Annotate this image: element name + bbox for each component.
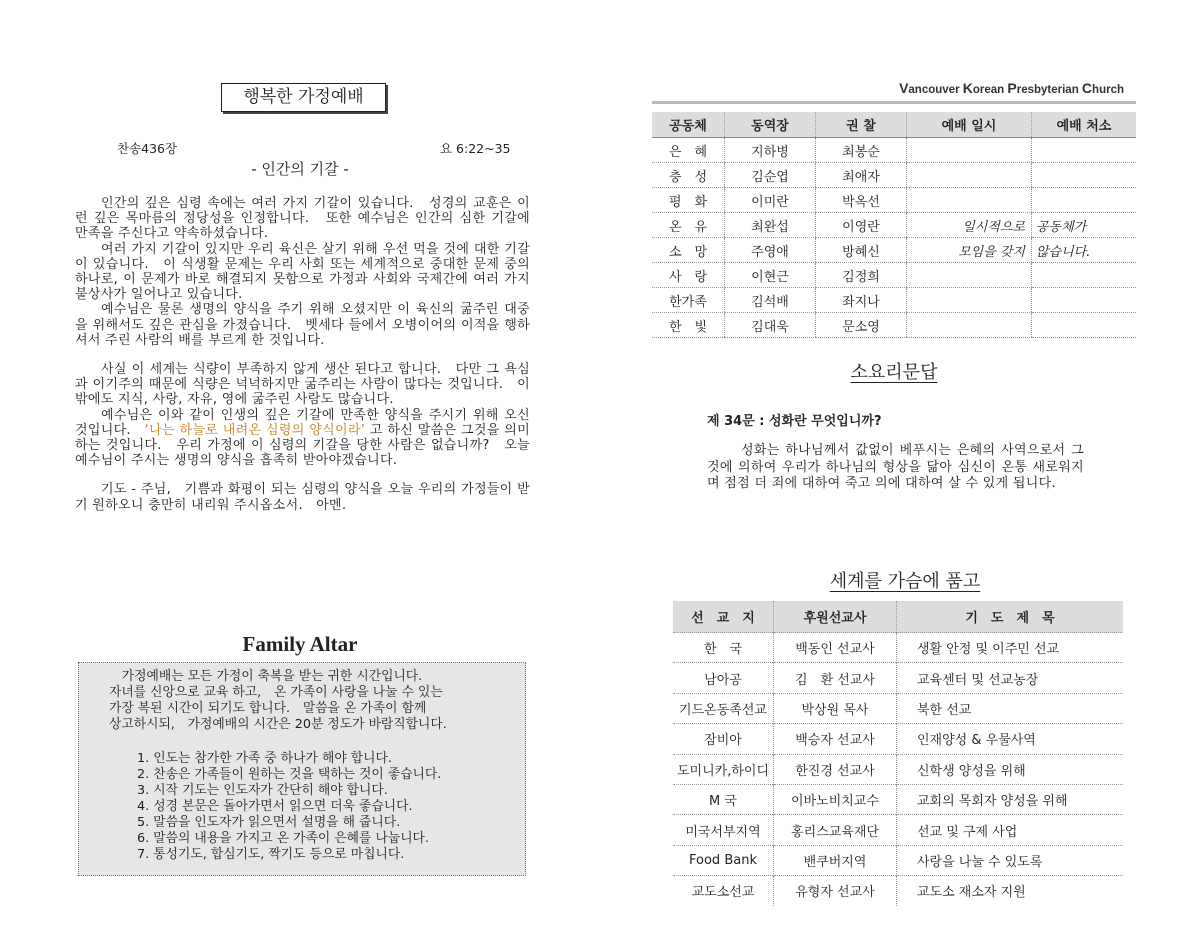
guideline-item: 5. 말씀을 인도자가 읽으면서 설명을 해 줍니다. — [137, 815, 401, 830]
table-cell: 최애자 — [816, 163, 907, 188]
intro-line: 가장 복된 시간이 되기도 합니다. 말씀을 온 가족이 함께 — [109, 701, 427, 716]
table-cell: 백동인 선교사 — [774, 633, 897, 663]
table-cell — [1032, 138, 1137, 163]
table-cell: 밴쿠버지역 — [774, 845, 897, 875]
table-row — [673, 633, 1123, 663]
guideline-item: 1. 인도는 참가한 가족 중 하나가 해야 합니다. — [137, 751, 392, 766]
table-header-row — [673, 601, 1123, 633]
table-cell: 교도소선교 — [673, 876, 774, 906]
table-row — [652, 288, 1136, 313]
intro-line: 가정예배는 모든 가정이 축복을 받는 귀한 시간입니다. — [109, 669, 423, 684]
table-row — [652, 263, 1136, 288]
guideline-item: 2. 찬송은 가족들이 원하는 것을 택하는 것이 좋습니다. — [137, 767, 442, 782]
column-header: 예배 일시 — [907, 112, 1032, 138]
table-cell: 주영애 — [725, 238, 816, 263]
church-name-part: C — [1081, 80, 1093, 96]
table-cell: 사 랑 — [652, 263, 725, 288]
table-cell: 문소영 — [816, 313, 907, 338]
schedule-note: 모임을 갖지 — [907, 238, 1032, 263]
catechism-question: 제 34문 : 성화란 무엇입니까? — [707, 414, 882, 429]
table-cell: 북한 선교 — [897, 693, 1124, 723]
family-altar-title: Family Altar — [242, 632, 358, 656]
table-cell: 이바노비치교수 — [774, 784, 897, 814]
sermon-paragraph: 인간의 깊은 심령 속에는 여러 가지 기갈이 있습니다. 성경의 교훈은 이런 깊은 목마름의 정당성을 인정합니다. 또한 예수님은 인간의 심한 기갈에 만족을 주신다고 약속하셨습니다. — [75, 196, 530, 242]
scripture-reference: 요 6:22~35 — [440, 141, 511, 156]
table-row — [652, 313, 1136, 338]
family-altar-box — [78, 662, 526, 876]
catechism-answer — [707, 443, 1084, 493]
missions-table — [673, 601, 1123, 906]
table-cell: 백승자 선교사 — [774, 724, 897, 754]
table-cell: 사랑을 나눌 수 있도록 — [897, 845, 1124, 875]
table-row — [652, 213, 1136, 238]
table-cell: 김정희 — [816, 263, 907, 288]
table-cell: 한 빛 — [652, 313, 725, 338]
family-altar-guidelines — [137, 751, 441, 863]
devotion-title: 행복한 가정예배 — [221, 83, 386, 112]
closing-prayer: 기도 - 주님, 기쁨과 화평이 되는 심령의 양식을 오늘 우리의 가정들이 받기 원하오니 충만히 내리워 주시옵소서. 아멘. — [75, 482, 530, 513]
text-span: 성화는 하나님께서 값없이 베푸시는 은혜의 사역으로서 그것에 의하여 우리가 하나님의 형상을 닮아 심신이 온통 새로워지며 점점 더 죄에 대하여 죽고 의에 대하여 살 수 있게 됩니다. — [707, 443, 1084, 491]
table-cell: M 국 — [673, 784, 774, 814]
table-row — [673, 815, 1123, 845]
table-cell: 한 국 — [673, 633, 774, 663]
table-cell: 온 유 — [652, 213, 725, 238]
scripture-quote: ‘나는 하늘로 내려온 심령의 양식이라’ — [144, 422, 366, 438]
family-altar-intro — [109, 669, 504, 733]
table-cell: 이현근 — [725, 263, 816, 288]
column-header: 예배 처소 — [1032, 112, 1137, 138]
table-cell — [1032, 163, 1137, 188]
table-row — [673, 876, 1123, 906]
schedule-note: 일시적으로 — [907, 213, 1032, 238]
church-name — [899, 80, 1124, 96]
sermon-paragraph: 여러 가지 기갈이 있지만 우리 육신은 살기 위해 우선 먹을 것에 대한 기갈이 있습니다. 이 식생활 문제는 우리 사회 또는 세계적으로 중대한 문제 중의 하나로, 이 문제가 바로 해결되지 못함으로 가정과 사회와 국제간에 여러 가지 불상사가 일어나고 있습니다. — [75, 241, 530, 303]
table-cell — [1032, 288, 1137, 313]
table-cell: 방혜신 — [816, 238, 907, 263]
table-cell: 박옥선 — [816, 188, 907, 213]
table-cell: 교회의 목회자 양성을 위해 — [897, 784, 1124, 814]
table-cell — [907, 263, 1032, 288]
intro-line: 자녀를 신앙으로 교육 하고, 온 가족이 사랑을 나눌 수 있는 — [109, 685, 443, 700]
table-row — [673, 784, 1123, 814]
table-cell — [907, 163, 1032, 188]
guideline-item: 6. 말씀의 내용을 가지고 온 가족이 은혜를 나눕니다. — [137, 831, 429, 846]
table-cell — [1032, 313, 1137, 338]
church-name-part: hurch — [1092, 84, 1124, 96]
table-cell — [1032, 263, 1137, 288]
sermon-paragraph — [75, 408, 530, 469]
table-row — [652, 163, 1136, 188]
table-cell: 교도소 재소자 지원 — [897, 876, 1124, 906]
table-row — [652, 138, 1136, 163]
header-divider — [652, 101, 1136, 104]
sermon-text-part: 예수님은 이와 같이 인생의 깊은 기갈에 만족한 양식을 주시기 위해 오신 것입니다. — [75, 407, 530, 438]
table-cell: 기드온동족선교 — [673, 693, 774, 723]
table-cell: 최완섭 — [725, 213, 816, 238]
table-cell: 충 성 — [652, 163, 725, 188]
sermon-subtitle: - 인간의 기갈 - — [251, 160, 349, 178]
sermon-text — [75, 196, 530, 513]
table-cell: 한가족 — [652, 288, 725, 313]
church-name-part: P — [1007, 80, 1017, 96]
table-cell — [907, 138, 1032, 163]
table-row — [673, 845, 1123, 875]
table-cell: 좌지나 — [816, 288, 907, 313]
community-table — [652, 112, 1136, 338]
table-row — [652, 238, 1136, 263]
table-cell — [907, 313, 1032, 338]
table-cell: 인재양성 & 우물사역 — [897, 724, 1124, 754]
table-cell: 김순엽 — [725, 163, 816, 188]
table-row — [673, 724, 1123, 754]
sermon-paragraph: 예수님은 물론 생명의 양식을 주기 위해 오셨지만 이 육신의 굶주린 대중을 위해서도 깊은 관심을 가졌습니다. 벳세다 들에서 오병이어의 이적을 행하셔서 주린 사람의 배를 부르게 한 것입니다. — [75, 302, 530, 348]
table-row — [673, 693, 1123, 723]
table-cell: 박상원 목사 — [774, 693, 897, 723]
table-cell: 잠비아 — [673, 724, 774, 754]
schedule-note: 않습니다. — [1032, 238, 1137, 263]
church-name-part: V — [899, 80, 909, 96]
table-row — [673, 754, 1123, 784]
table-cell: 미국서부지역 — [673, 815, 774, 845]
table-cell: 김대욱 — [725, 313, 816, 338]
missions-title — [673, 567, 1137, 593]
column-header: 동역장 — [725, 112, 816, 138]
table-cell: Food Bank — [673, 845, 774, 875]
schedule-note: 공동체가 — [1032, 213, 1137, 238]
table-cell: 이미란 — [725, 188, 816, 213]
table-cell: 유형자 선교사 — [774, 876, 897, 906]
church-name-part: resbyterian — [1016, 84, 1082, 96]
table-cell: 남아공 — [673, 663, 774, 693]
church-name-part: orean — [972, 84, 1008, 96]
table-cell: 한진경 선교사 — [774, 754, 897, 784]
table-cell: 평 화 — [652, 188, 725, 213]
table-cell: 김 환 선교사 — [774, 663, 897, 693]
church-name-part: K — [962, 80, 973, 96]
table-row — [673, 663, 1123, 693]
table-cell: 교육센터 및 선교농장 — [897, 663, 1124, 693]
table-cell: 도미니카,하이디 — [673, 754, 774, 784]
column-header: 선 교 지 — [673, 601, 774, 633]
table-cell: 이영란 — [816, 213, 907, 238]
table-cell: 지하병 — [725, 138, 816, 163]
catechism-title — [652, 358, 1136, 384]
table-row — [652, 188, 1136, 213]
table-cell: 은 혜 — [652, 138, 725, 163]
sermon-text-part: 고 하신 말씀은 그것을 의미하는 것입니다. 우리 가정에 이 심령의 기갈을 당한 사람은 없습니까? 오늘 예수님이 주시는 생명의 양식을 흡족히 받아야겠습니다. — [75, 422, 530, 469]
column-header: 기 도 제 목 — [897, 601, 1124, 633]
text-span: 세계를 가슴에 품고 — [829, 571, 981, 592]
text-span: 소요리문답 — [850, 362, 938, 383]
table-cell: 소 망 — [652, 238, 725, 263]
guideline-item: 7. 통성기도, 합심기도, 짝기도 등으로 마칩니다. — [137, 847, 405, 862]
church-name-part: ancouver — [908, 84, 963, 96]
table-cell: 선교 및 구제 사업 — [897, 815, 1124, 845]
table-cell: 신학생 양성을 위해 — [897, 754, 1124, 784]
column-header: 후원선교사 — [774, 601, 897, 633]
guideline-item: 4. 성경 본문은 돌아가면서 읽으면 더욱 좋습니다. — [137, 799, 413, 814]
intro-line: 상고하시되, 가정예배의 시간은 20분 정도가 바람직합니다. — [109, 717, 447, 732]
table-cell: 최봉순 — [816, 138, 907, 163]
column-header: 공동체 — [652, 112, 725, 138]
sermon-paragraph: 사실 이 세계는 식량이 부족하지 않게 생산 된다고 합니다. 다만 그 욕심과 이기주의 때문에 식량은 넉넉하지만 굶주리는 사람이 많다는 것입니다. 이 밖에도 지식, 사랑, 자유, 영에 굶주린 사람도 많습니다. — [75, 362, 530, 408]
table-cell: 김석배 — [725, 288, 816, 313]
table-cell: 홍리스교육재단 — [774, 815, 897, 845]
table-cell — [907, 188, 1032, 213]
column-header: 권 찰 — [816, 112, 907, 138]
hymn-number: 찬송436장 — [117, 141, 178, 156]
table-cell — [907, 288, 1032, 313]
guideline-item: 3. 시작 기도는 인도자가 간단히 해야 합니다. — [137, 783, 388, 798]
table-header-row — [652, 112, 1136, 138]
table-cell: 생활 안정 및 이주민 선교 — [897, 633, 1124, 663]
table-cell — [1032, 188, 1137, 213]
